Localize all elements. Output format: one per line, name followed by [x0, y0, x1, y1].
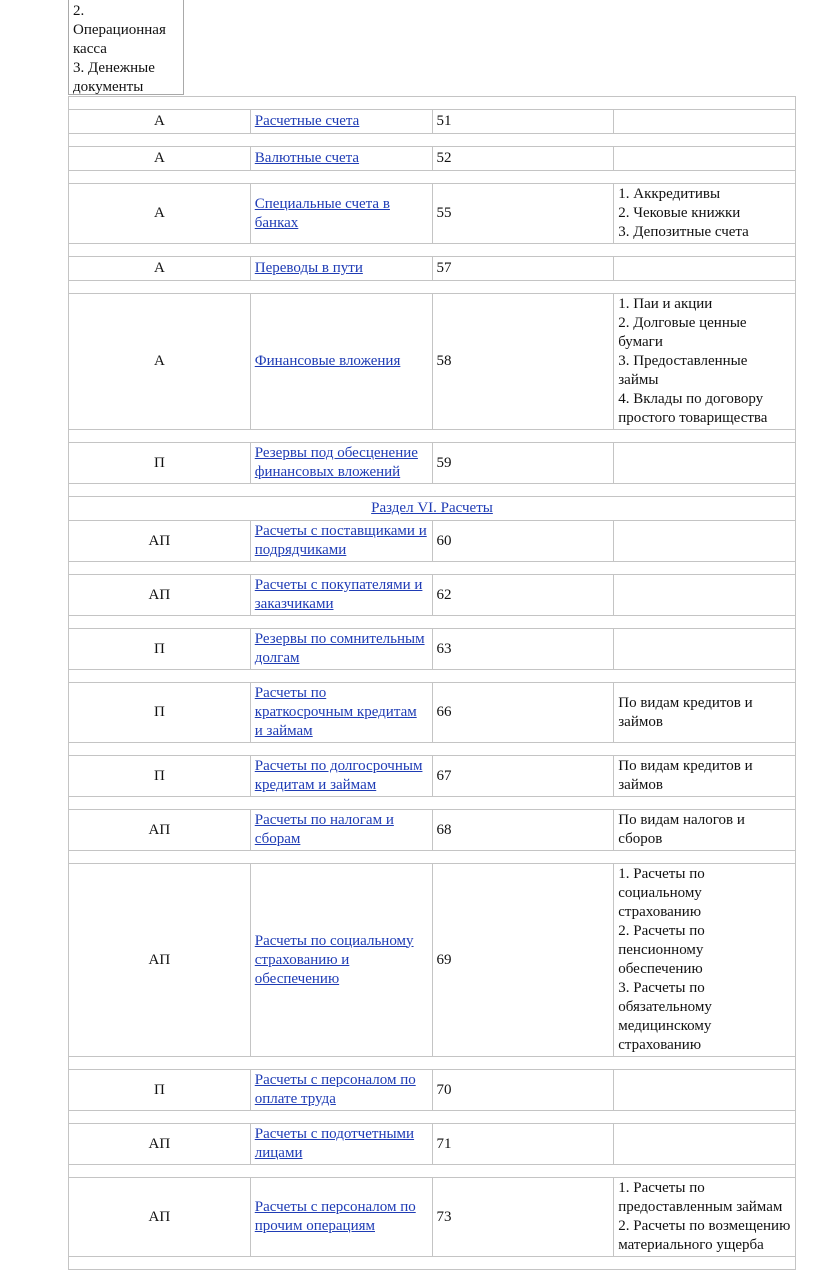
account-name [250, 147, 432, 171]
account-type: А [69, 147, 251, 171]
subaccounts [614, 294, 796, 430]
header-line: касса [73, 41, 107, 57]
account-number: 68 [432, 810, 614, 851]
header-line: 3. Денежные [73, 60, 155, 76]
subaccounts [614, 1124, 796, 1165]
subaccount-line: 3. Депозитные счета [618, 224, 749, 240]
table-row [69, 756, 796, 797]
table-row [69, 864, 796, 1057]
account-name [250, 521, 432, 562]
spacer-cell [69, 797, 796, 810]
subaccounts [614, 864, 796, 1057]
account-number: 71 [432, 1124, 614, 1165]
table-row [69, 521, 796, 562]
table-row [69, 575, 796, 616]
account-name [250, 184, 432, 244]
spacer-cell [69, 670, 796, 683]
table-row [69, 147, 796, 171]
table-row [69, 110, 796, 134]
account-name [250, 629, 432, 670]
account-type: П [69, 629, 251, 670]
account-name [250, 294, 432, 430]
account-number: 57 [432, 257, 614, 281]
spacer-cell [69, 244, 796, 257]
account-name [250, 810, 432, 851]
subaccount-line: предоставленным займам [618, 1199, 783, 1215]
account-link[interactable]: Расчеты по социальному страхованию и обеспечению [254, 932, 414, 987]
subaccounts [614, 147, 796, 171]
account-link[interactable]: Расчетные счета [254, 113, 360, 129]
account-name [250, 575, 432, 616]
section-title-link[interactable]: Раздел VI. Расчеты [371, 500, 493, 516]
spacer-row [69, 1257, 796, 1270]
subaccounts [614, 110, 796, 134]
subaccounts [614, 810, 796, 851]
spacer-cell [69, 430, 796, 443]
spacer-cell [69, 1257, 796, 1270]
subaccount-line: 1. Расчеты по [618, 1180, 705, 1196]
account-type: АП [69, 810, 251, 851]
account-link[interactable]: Специальные счета в банках [254, 195, 390, 231]
table-row [69, 1070, 796, 1111]
spacer-row [69, 616, 796, 629]
subaccount-line: обеспечению [618, 961, 703, 977]
account-link[interactable]: Расчеты по краткосрочным кредитам и займам [254, 685, 417, 739]
subaccounts [614, 756, 796, 797]
account-number: 52 [432, 147, 614, 171]
table-row [69, 1178, 796, 1257]
table-row [69, 810, 796, 851]
subaccount-line: материального ущерба [618, 1237, 764, 1253]
account-number: 67 [432, 756, 614, 797]
spacer-cell [69, 97, 796, 110]
table-row [69, 1124, 796, 1165]
account-link[interactable]: Расчеты с покупателями и заказчиками [254, 577, 423, 612]
spacer-row [69, 1057, 796, 1070]
account-type: А [69, 184, 251, 244]
spacer-cell [69, 134, 796, 147]
account-link[interactable]: Резервы по сомнительным долгам [254, 631, 425, 666]
account-link[interactable]: Валютные счета [254, 150, 360, 166]
header-line: документы [73, 79, 144, 95]
account-type: АП [69, 521, 251, 562]
account-name [250, 683, 432, 743]
subaccounts [614, 521, 796, 562]
subaccount-line: 2. Расчеты по пенсионному [618, 923, 705, 958]
account-name [250, 110, 432, 134]
account-name [250, 257, 432, 281]
spacer-cell [69, 1165, 796, 1178]
account-link[interactable]: Переводы в пути [254, 260, 363, 276]
header-line: 2. [73, 3, 85, 19]
spacer-row [69, 743, 796, 756]
spacer-row [69, 134, 796, 147]
account-link[interactable]: Расчеты по долгосрочным кредитам и займам [254, 758, 423, 793]
account-type: А [69, 110, 251, 134]
header-cell [68, 0, 184, 95]
subaccount-line: 2. Чековые книжки [618, 205, 741, 221]
subaccount-line: простого товарищества [618, 410, 768, 426]
account-type: П [69, 756, 251, 797]
spacer-row [69, 484, 796, 497]
account-type: П [69, 1070, 251, 1111]
subaccount-line: 1. Аккредитивы [618, 186, 721, 202]
spacer-cell [69, 281, 796, 294]
account-type: АП [69, 1178, 251, 1257]
account-name [250, 864, 432, 1057]
table-row [69, 184, 796, 244]
spacer-cell [69, 743, 796, 756]
account-link[interactable]: Финансовые вложения [254, 353, 401, 369]
subaccount-line: 2. Расчеты по возмещению [618, 1218, 791, 1234]
account-type: АП [69, 864, 251, 1057]
spacer-row [69, 244, 796, 257]
account-link[interactable]: Расчеты с персоналом по прочим операциям [254, 1199, 416, 1234]
account-type: АП [69, 1124, 251, 1165]
account-type: П [69, 683, 251, 743]
spacer-row [69, 1111, 796, 1124]
account-type: АП [69, 575, 251, 616]
subaccount-line: 3. Предоставленные займы [618, 353, 748, 388]
header-line: Операционная [73, 22, 166, 38]
account-number: 51 [432, 110, 614, 134]
subaccount-line: 2. Долговые ценные бумаги [618, 315, 747, 350]
subaccount-line: 1. Расчеты по социальному [618, 866, 705, 901]
spacer-cell [69, 562, 796, 575]
spacer-cell [69, 851, 796, 864]
subaccounts [614, 257, 796, 281]
account-link[interactable]: Резервы под обесценение финансовых вложений [254, 445, 418, 480]
spacer-row [69, 281, 796, 294]
account-number: 58 [432, 294, 614, 430]
subaccounts [614, 1178, 796, 1257]
subaccounts [614, 443, 796, 484]
table-row [69, 294, 796, 430]
table-row [69, 257, 796, 281]
account-name [250, 443, 432, 484]
table-row [69, 443, 796, 484]
section-row [69, 497, 796, 521]
subaccount-line: По видам кредитов и займов [618, 694, 753, 730]
account-link[interactable]: Расчеты с поставщиками и подрядчиками [254, 523, 427, 558]
spacer-cell [69, 1111, 796, 1124]
account-link[interactable]: Расчеты с подотчетными лицами [254, 1126, 415, 1161]
spacer-cell [69, 616, 796, 629]
subaccount-line: 4. Вклады по договору [618, 391, 764, 407]
subaccounts [614, 1070, 796, 1111]
spacer-row [69, 97, 796, 110]
account-number: 70 [432, 1070, 614, 1111]
section-cell [69, 497, 796, 521]
subaccount-line: По видам налогов и сборов [618, 812, 745, 847]
subaccount-line: страхованию [618, 904, 702, 920]
account-name [250, 756, 432, 797]
subaccounts [614, 575, 796, 616]
subaccount-line: 1. Паи и акции [618, 296, 713, 312]
subaccount-line: медицинскому страхованию [618, 1018, 712, 1053]
spacer-cell [69, 484, 796, 497]
subaccounts [614, 683, 796, 743]
account-name [250, 1178, 432, 1257]
account-number: 60 [432, 521, 614, 562]
account-number: 55 [432, 184, 614, 244]
table-row [69, 683, 796, 743]
spacer-row [69, 430, 796, 443]
subaccounts [614, 629, 796, 670]
account-link[interactable]: Расчеты с персоналом по оплате труда [254, 1072, 416, 1107]
account-number: 66 [432, 683, 614, 743]
spacer-row [69, 797, 796, 810]
table-row [69, 629, 796, 670]
spacer-row [69, 670, 796, 683]
spacer-row [69, 562, 796, 575]
account-number: 69 [432, 864, 614, 1057]
spacer-row [69, 1165, 796, 1178]
accounts-table [68, 96, 796, 1270]
subaccount-line: 3. Расчеты по обязательному [618, 980, 712, 1015]
spacer-row [69, 851, 796, 864]
account-name [250, 1124, 432, 1165]
account-number: 62 [432, 575, 614, 616]
account-number: 59 [432, 443, 614, 484]
spacer-row [69, 171, 796, 184]
account-type: А [69, 294, 251, 430]
account-link[interactable]: Расчеты по налогам и сборам [254, 812, 394, 847]
account-name [250, 1070, 432, 1111]
spacer-cell [69, 171, 796, 184]
account-number: 73 [432, 1178, 614, 1257]
spacer-cell [69, 1057, 796, 1070]
account-type: П [69, 443, 251, 484]
subaccounts [614, 184, 796, 244]
subaccount-line: По видам кредитов и займов [618, 758, 753, 793]
account-number: 63 [432, 629, 614, 670]
account-type: А [69, 257, 251, 281]
